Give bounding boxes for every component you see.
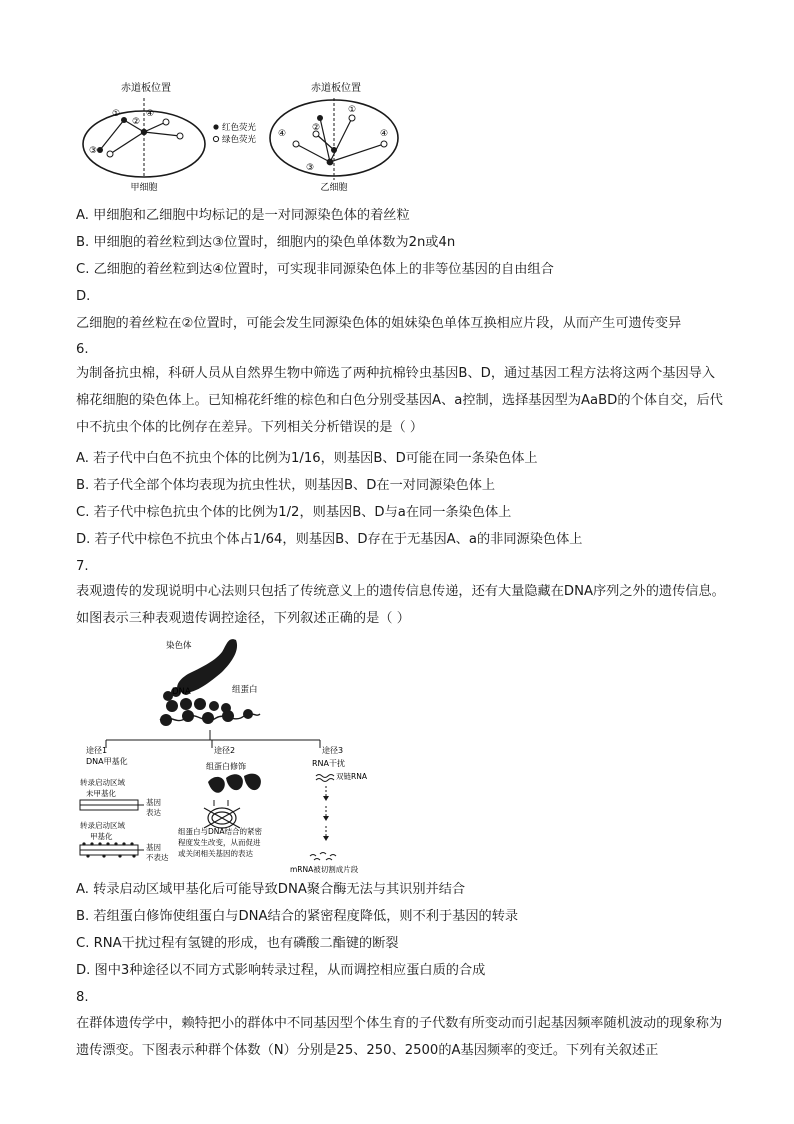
path3-sub: RNA干扰: [312, 759, 346, 768]
q5-option-d-label[interactable]: D.: [76, 289, 91, 304]
path2-title: 途径2: [214, 746, 236, 755]
noexpr-label-1: 基因: [146, 843, 161, 852]
q6-option-a[interactable]: A. 若子代中白色不抗虫个体的比例为1/16，则基因B、D可能在同一条染色体上: [76, 451, 538, 466]
cell2-marker-3: ③: [306, 163, 315, 173]
q6-stem: 为制备抗虫棉，科研人员从自然界生物中筛选了两种抗棉铃虫基因B、D，通过基因工程方法将这两个基因导入棉花细胞的染色体上。已知棉花纤维的棕色和白色分别受基因A、a控制，选择基因型为AaBD的个体自交，后代中不抗虫个体的比例存在差异。下列相关分析错误的是（ ）: [76, 366, 723, 435]
mrna-cut-label: mRNA被切割成片段: [290, 865, 359, 874]
mrna-fragments: [310, 853, 336, 861]
q6-option-c[interactable]: C. 若子代中棕色抗虫个体的比例为1/2，则基因B、D与a在同一条染色体上: [76, 505, 512, 520]
cell1-top-label: 赤道板位置: [121, 83, 171, 94]
q7-stem: 表观遗传的发现说明中心法则只包括了传统意义上的遗传信息传递，还有大量隐藏在DNA序列之外的遗传信息。如图表示三种表观遗传调控途径，下列叙述正确的是（ ）: [76, 584, 725, 626]
path1-sub: DNA甲基化: [86, 757, 128, 766]
q8-stem: 在群体遗传学中，赖特把小的群体中不同基因型个体生育的子代数有所变动而引起基因频率随机波动的现象称为遗传漂变。下图表示种群个体数（N）分别是25、250、2500的A基因频率的变迁。下列有关叙述正: [76, 1016, 723, 1058]
cell1-marker-2: ②: [132, 117, 141, 127]
chromosome-label: 染色体: [166, 641, 192, 651]
cell1-marker-4: ④: [146, 109, 155, 119]
cell2-marker-4b: ④: [380, 129, 389, 139]
cell2-marker-4: ④: [278, 129, 287, 139]
q7-option-a[interactable]: A. 转录启动区域甲基化后可能导致DNA聚合酶无法与其识别并结合: [76, 882, 466, 897]
meth-label-2: 甲基化: [90, 832, 113, 841]
histone-desc-2: 程度发生改变，从而促进: [178, 838, 261, 847]
cell1-bottom-label: 甲细胞: [130, 183, 158, 193]
q5-option-d-text: 乙细胞的着丝粒在②位置时，可能会发生同源染色体的姐妹染色单体互换相应片段，从而产生可遗传变异: [76, 316, 682, 331]
path1-title: 途径1: [86, 746, 108, 755]
cell2-top-label: 赤道板位置: [311, 83, 361, 94]
histone-desc-1: 组蛋白与DNA结合的紧密: [178, 827, 263, 836]
cell1-marker-1: ①: [112, 109, 121, 119]
cell1-red-dot: [141, 129, 147, 135]
legend-red: 红色荧光: [222, 123, 257, 133]
epigenetics-figure: [76, 632, 406, 874]
q7-option-c[interactable]: C. RNA干扰过程有氢键的形成，也有磷酸二酯键的断裂: [76, 936, 399, 951]
q5-option-b[interactable]: B. 甲细胞的着丝粒到达③位置时，细胞内的染色单体数为2n或4n: [76, 235, 456, 250]
q7-option-b[interactable]: B. 若组蛋白修饰使组蛋白与DNA结合的紧密程度降低，则不利于基因的转录: [76, 909, 519, 924]
cell1-green-dot: [177, 133, 183, 139]
cell-figure: [76, 78, 296, 194]
q6-option-d[interactable]: D. 若子代中棕色不抗虫个体占1/64，则基因B、D存在于无基因A、a的非同源染色体上: [76, 532, 583, 547]
cell2-bottom-label: 乙细胞: [320, 183, 348, 193]
q7-number: 7.: [76, 559, 89, 574]
expr-label-2: 表达: [146, 808, 161, 817]
cell1-marker-3: ③: [89, 146, 98, 156]
cell1-green-dot: [107, 151, 113, 157]
cell2-figure: [266, 78, 426, 194]
expr-label-1: 基因: [146, 798, 161, 807]
dsrna-label: 双链RNA: [336, 772, 367, 781]
unmeth-label-2: 未甲基化: [86, 789, 116, 798]
cell2-marker-1: ①: [348, 105, 357, 115]
path3-title: 途径3: [322, 746, 344, 755]
q8-number: 8.: [76, 990, 89, 1005]
q6-number: 6.: [76, 342, 89, 357]
cell1-green-dot: [163, 119, 169, 125]
dsrna-wave: [316, 775, 334, 782]
histone-desc-3: 或关闭相关基因的表达: [178, 849, 253, 858]
unmeth-label-1: 转录启动区域: [80, 778, 125, 787]
q7-option-d[interactable]: D. 图中3种途径以不同方式影响转录过程，从而调控相应蛋白质的合成: [76, 963, 486, 978]
cell1-red-dot: [121, 117, 127, 123]
chromosome-illustration: [160, 639, 260, 726]
histone-label: 组蛋白: [232, 685, 258, 695]
legend-green: 绿色荧光: [222, 135, 257, 145]
noexpr-label-2: 不表达: [146, 853, 169, 862]
meth-label-1: 转录启动区域: [80, 821, 125, 830]
cell2-marker-2: ②: [312, 123, 321, 133]
q5-option-a[interactable]: A. 甲细胞和乙细胞中均标记的是一对同源染色体的着丝粒: [76, 208, 410, 223]
dna-label: DNA: [172, 687, 191, 697]
histone-modification-illustration: [204, 774, 261, 828]
path2-sub: 组蛋白修饰: [206, 762, 246, 771]
cell1-red-dot: [97, 147, 103, 153]
legend: [213, 122, 256, 145]
q6-option-b[interactable]: B. 若子代全部个体均表现为抗虫性状，则基因B、D在一对同源染色体上: [76, 478, 496, 493]
q5-option-c[interactable]: C. 乙细胞的着丝粒到达④位置时，可实现非同源染色体上的非等位基因的自由组合: [76, 262, 554, 277]
